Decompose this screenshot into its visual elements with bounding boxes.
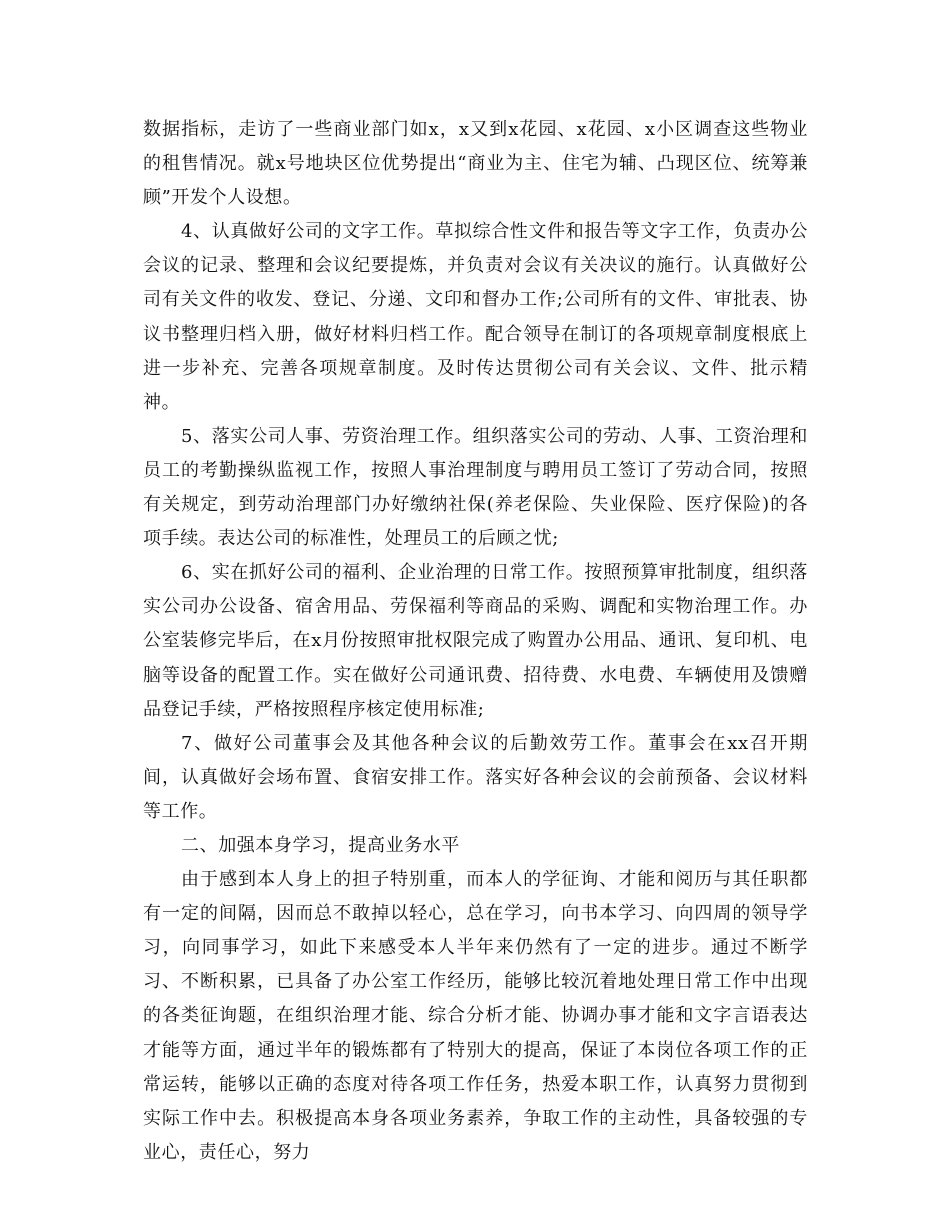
paragraph-study: 由于感到本人身上的担子特别重，而本人的学征询、才能和阅历与其任职都有一定的间隔，因而总不敢掉以轻心，总在学习，向书本学习、向四周的领导学习，向同事学习，如此下来感受本人半年来仍然有了一定的进步。通过不断学习、不断积累，已具备了办公室工作经历，能够比较沉着地处理日常工作中出现的各类征询题，在组织治理才能、综合分析才能、协调办事才能和文字言语表达才能等方面，通过半年的锻炼都有了特别大的提高，保证了本岗位各项工作的正常运转，能够以正确的态度对待各项工作任务，热爱本职工作，认真努力贯彻到实际工作中去。积极提高本身各项业务素养，争取工作的主动性，具备较强的专业心，责任心，努力 (143, 869, 808, 1163)
paragraph-item-7: 7、做好公司董事会及其他各种会议的后勤效劳工作。董事会在xx召开期间，认真做好会场布置、食宿安排工作。落实好各种会议的会前预备、会议材料等工作。 (143, 732, 808, 822)
section-heading-2: 二、加强本身学习，提高业务水平 (181, 834, 460, 856)
paragraph-item-6: 6、实在抓好公司的福利、企业治理的日常工作。按照预算审批制度，组织落实公司办公设备、宿舍用品、劳保福利等商品的采购、调配和实物治理工作。办公室装修完毕后，在x月份按照审批权限完成了购置办公用品、通讯、复印机、电脑等设备的配置工作。实在做好公司通讯费、招待费、水电费、车辆使用及馈赠品登记手续，严格按照程序核定使用标准; (143, 562, 808, 720)
paragraph-item-4: 4、认真做好公司的文字工作。草拟综合性文件和报告等文字工作，负责办公会议的记录、整理和会议纪要提炼，并负责对会议有关决议的施行。认真做好公司有关文件的收发、登记、分递、文印和督办工作;公司所有的文件、审批表、协议书整理归档入册，做好材料归档工作。配合领导在制订的各项规章制度根底上进一步补充、完善各项规章制度。及时传达贯彻公司有关会议、文件、批示精神。 (143, 221, 808, 413)
document-page (143, 113, 808, 1170)
paragraph-item-5: 5、落实公司人事、劳资治理工作。组织落实公司的劳动、人事、工资治理和员工的考勤操纵监视工作，按照人事治理制度与聘用员工签订了劳动合同，按照有关规定，到劳动治理部门办好缴纳社保(养老保险、失业保险、医疗保险)的各项手续。表达公司的标准性，处理员工的后顾之忧; (143, 425, 808, 550)
paragraph-continuation: 数据指标，走访了一些商业部门如x，x又到x花园、x花园、x小区调查这些物业的租售情况。就x号地块区位优势提出“商业为主、住宅为辅、凸现区位、统筹兼顾”开发个人设想。 (143, 119, 808, 209)
